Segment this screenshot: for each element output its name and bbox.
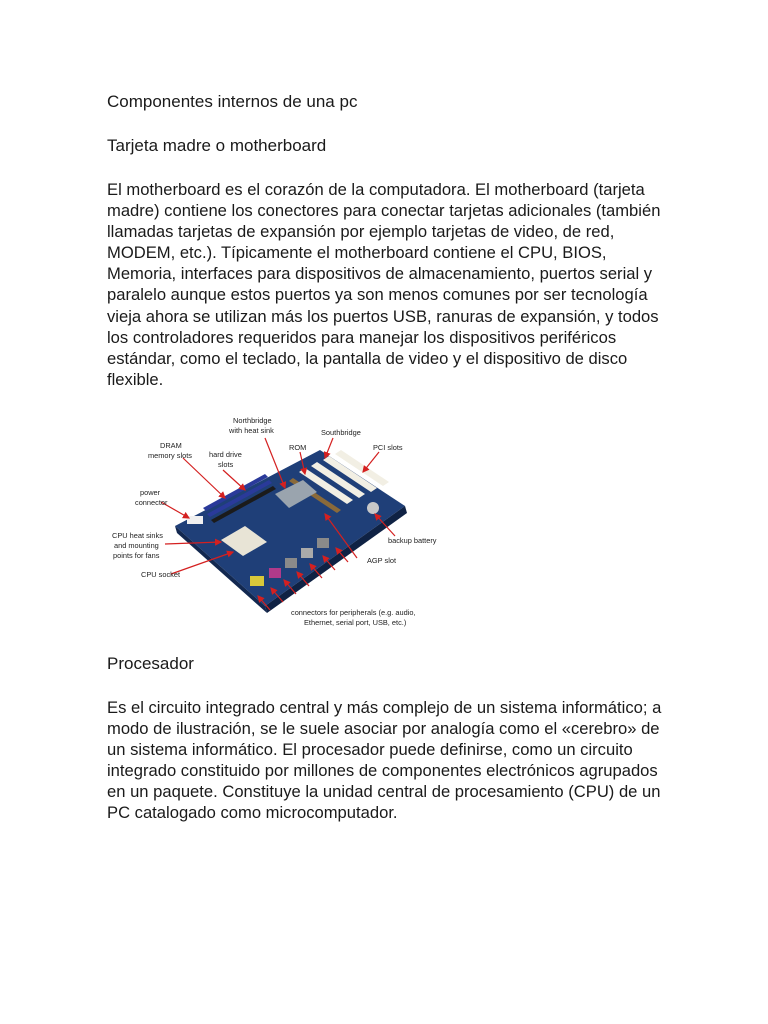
backup-battery-shape (367, 502, 379, 514)
label-power-2: connector (135, 498, 168, 507)
label-northbridge-2: with heat sink (229, 426, 274, 435)
section-heading-processor: Procesador (107, 654, 194, 673)
label-heatsink-1: CPU heat sinks (112, 531, 163, 540)
label-hdd-2: slots (218, 460, 234, 469)
section-heading-motherboard: Tarjeta madre o motherboard (107, 136, 327, 155)
paragraph-motherboard: El motherboard es el corazón de la computadora. El motherboard (tarjeta madre) contiene los conectores para conectar tarjetas adicionales (también llamadas tarjetas de expansión por ejemplo tarjetas de video, de red, MODEM, etc.). Típicamente el motherboard contiene el CPU, BIOS, Memoria, interfaces para dispositivos de almacenamiento, puertos serial y paralelo aunque estos puertos ya son menos comunes por ser tecnología vieja ahora se utilizan más los puertos USB, ranuras de expansión, y todos los controladores requeridos para manejar los dispositivos periféricos estándar, como el teclado, la pantalla de video y el dispositivo de disco flexible. (107, 180, 661, 389)
label-dram-1: DRAM (160, 441, 182, 450)
label-hdd-1: hard drive (209, 450, 242, 459)
label-agp-slot: AGP slot (367, 556, 397, 565)
label-backup-battery: backup battery (388, 536, 437, 545)
label-dram-2: memory slots (148, 451, 192, 460)
label-peripherals-1: connectors for peripherals (e.g. audio, (291, 608, 416, 617)
label-southbridge: Southbridge (321, 428, 361, 437)
label-pci-slots: PCI slots (373, 443, 403, 452)
label-rom: ROM (289, 443, 307, 452)
label-peripherals-2: Ethernet, serial port, USB, etc.) (304, 618, 407, 627)
paragraph-processor: Es el circuito integrado central y más complejo de un sistema informático; a modo de ilustración, se le suele asociar por analogía como el «cerebro» de un sistema informático. El procesador puede definirse, como un circuito integrado constituido por millones de componentes electrónicos agrupados en un paquete. Constituye la unidad central de procesamiento (CPU) de un PC catalogado como microcomputador. (107, 698, 662, 823)
label-northbridge-1: Northbridge (233, 416, 272, 425)
label-heatsink-3: points for fans (113, 551, 160, 560)
label-power-1: power (140, 488, 161, 497)
document-title: Componentes internos de una pc (107, 92, 358, 111)
motherboard-figure (105, 408, 450, 633)
label-cpu-socket: CPU socket (141, 570, 181, 579)
label-heatsink-2: and mounting (114, 541, 159, 550)
power-connector-shape (187, 516, 203, 524)
